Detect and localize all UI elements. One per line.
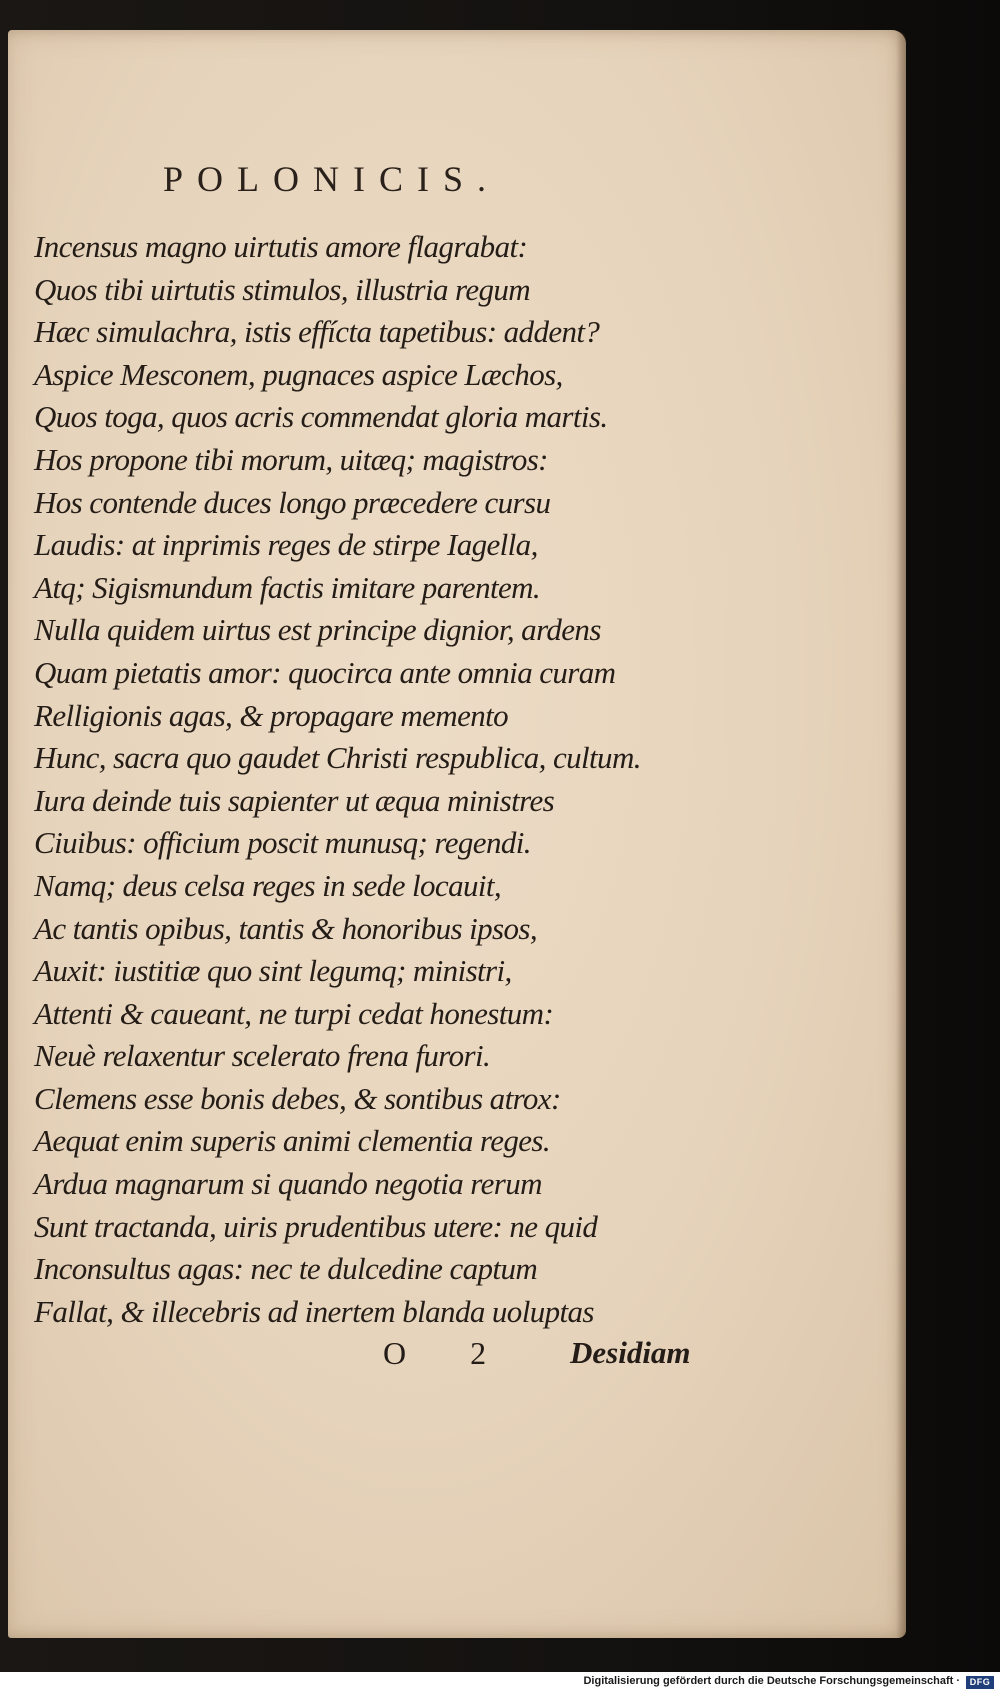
- verse-line: Laudis: at inprimis reges de stirpe Iagella,: [34, 527, 538, 563]
- verse-line: Ac tantis opibus, tantis & honoribus ipsos,: [34, 910, 537, 946]
- verse-line: Iura deinde tuis sapienter ut æqua ministres: [34, 782, 555, 818]
- verse-line: Atq; Sigismundum factis imitare parentem.: [34, 569, 541, 605]
- dfg-logo-icon: DFG: [966, 1676, 994, 1689]
- verse-line: Nulla quidem uirtus est principe dignior, ardens: [34, 612, 601, 648]
- verse-line: Hunc, sacra quo gaudet Christi respublica, cultum.: [34, 740, 641, 776]
- verse-line: Aspice Mesconem, pugnaces aspice Læchos,: [34, 356, 563, 392]
- verse-line: Ciuibus: officium poscit munusq; regendi.: [34, 825, 531, 861]
- verse-line: Attenti & caueant, ne turpi cedat honestum:: [34, 995, 554, 1031]
- verse-line: Hos contende duces longo præcedere cursu: [34, 484, 551, 520]
- verse-line: Inconsultus agas: nec te dulcedine captum: [34, 1251, 538, 1287]
- verse-line: Quos toga, quos acris commendat gloria martis.: [34, 399, 608, 435]
- verse-line: Namq; deus celsa reges in sede locauit,: [34, 867, 502, 903]
- digitization-credit-bar: [0, 1672, 1000, 1694]
- verse-line: Relligionis agas, & propagare memento: [34, 697, 509, 733]
- verse-line: Quos tibi uirtutis stimulos, illustria regum: [34, 271, 531, 307]
- page-footer: [8, 1335, 906, 1385]
- verse-line: Hæc simulachra, istis effícta tapetibus: addent?: [34, 314, 600, 350]
- verse-line: Fallat, & illecebris ad inertem blanda uoluptas: [34, 1293, 594, 1329]
- verse-line: Incensus magno uirtutis amore flagrabat:: [34, 229, 528, 264]
- verse-line: Auxit: iustitiæ quo sint legumq; ministri,: [34, 953, 512, 989]
- book-page: [8, 30, 906, 1638]
- verse-block: [34, 226, 694, 1333]
- verse-line: Hos propone tibi morum, uitæq; magistros:: [34, 441, 548, 477]
- verse-line: Aequat enim superis animi clementia reges.: [34, 1123, 551, 1159]
- verse-line: Sunt tractanda, uiris prudentibus utere: ne quid: [34, 1208, 598, 1244]
- verse-line: Ardua magnarum si quando negotia rerum: [34, 1166, 542, 1202]
- page-edge-shadow: [896, 30, 906, 1638]
- credit-text: Digitalisierung gefördert durch die Deutsche Forschungsgemeinschaft ·: [583, 1675, 960, 1687]
- verse-line: Quam pietatis amor: quocirca ante omnia curam: [34, 654, 616, 690]
- verse-line: Neuè relaxentur scelerato frena furori.: [34, 1038, 491, 1074]
- catchword: Desidiam: [570, 1335, 691, 1370]
- running-head: POLONICIS.: [163, 159, 501, 199]
- signature-mark: O 2: [383, 1335, 515, 1371]
- verse-line: Clemens esse bonis debes, & sontibus atrox:: [34, 1080, 561, 1116]
